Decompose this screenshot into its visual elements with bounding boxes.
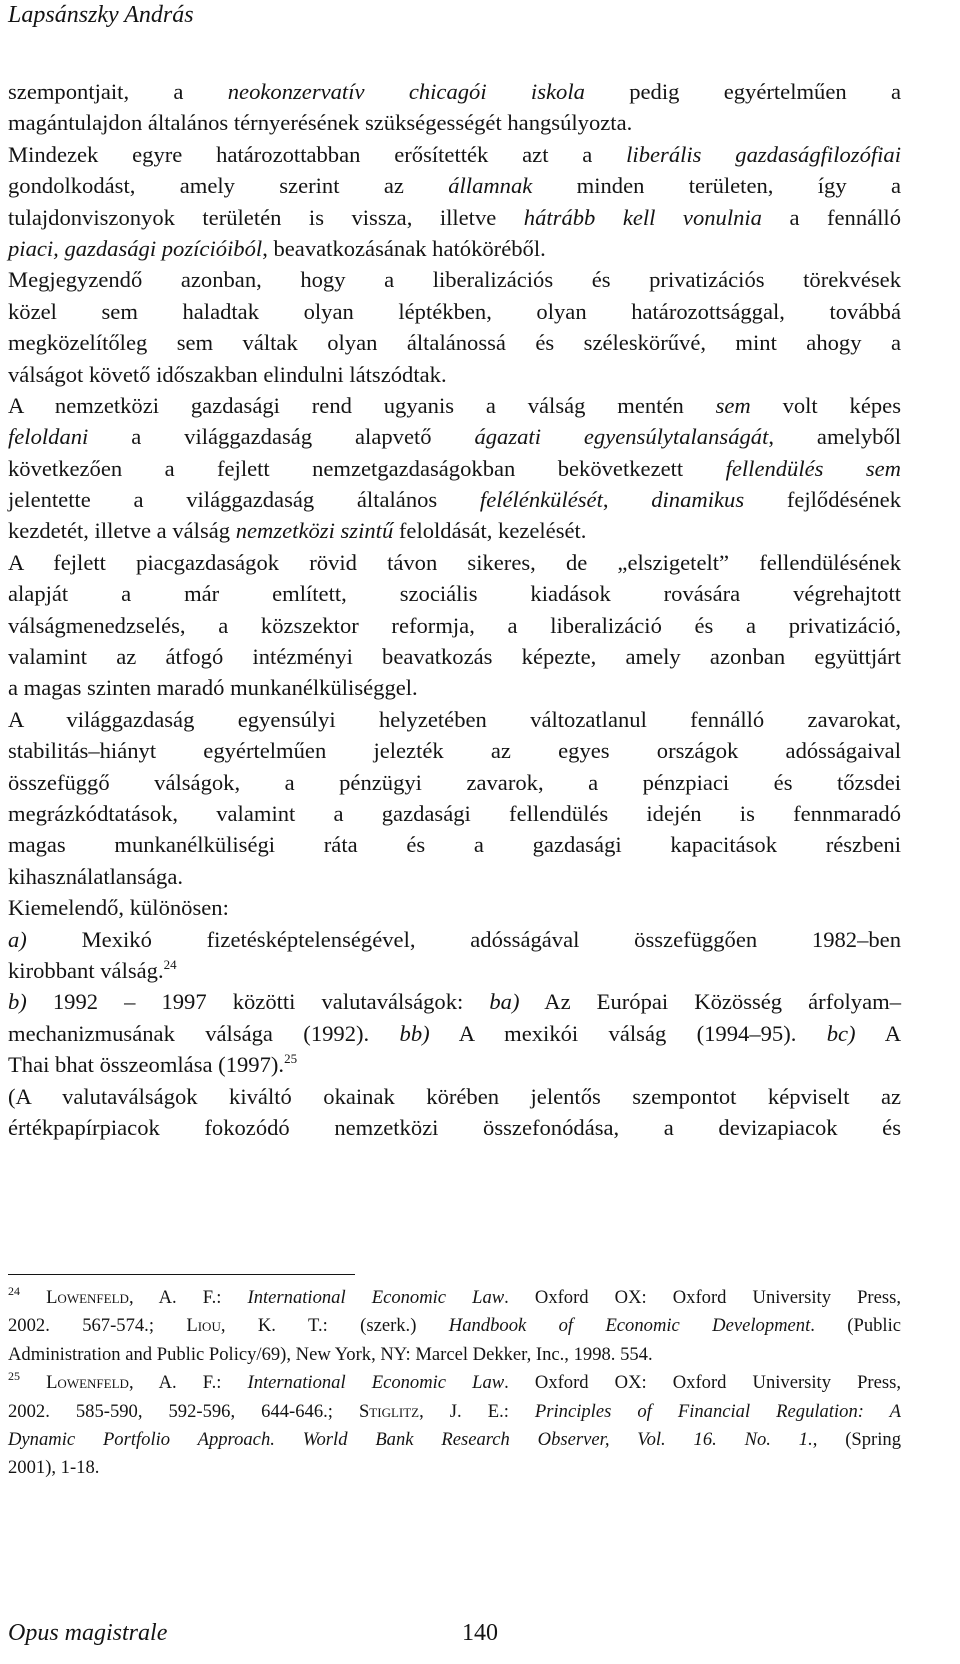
italic-text: b) xyxy=(8,989,27,1015)
body-line xyxy=(8,578,901,609)
text-run: Administration and Public Policy/69), New York, NY: Marcel Dekker, Inc., 1998. 554. xyxy=(8,1343,653,1365)
text-run: gondolkodást, amely szerint az xyxy=(8,173,449,199)
body-line xyxy=(8,202,901,233)
text-run: szempontjait, a xyxy=(8,79,228,104)
italic-text: liberális gazdaságfilozófiai xyxy=(626,141,901,167)
text-run: A nemzetközi gazdasági rend ugyanis a válság mentén xyxy=(8,392,716,418)
italic-text: ba) xyxy=(489,989,520,1015)
body-line xyxy=(8,547,901,578)
footnote-line xyxy=(8,1426,901,1454)
footnote-marker: 24 xyxy=(163,956,177,972)
footnote-marker: 24 xyxy=(8,1284,20,1298)
italic-text: International Economic Law xyxy=(247,1372,505,1394)
text-run: . (Public xyxy=(810,1315,901,1337)
text-run: jelentette a világgazdaság általános xyxy=(8,487,480,513)
italic-text: feloldani xyxy=(8,424,89,450)
text-run: közel sem haladtak olyan léptékben, olyan határozottsággal, továbbá xyxy=(8,298,901,324)
text-run: , K. T.: (szerk.) xyxy=(220,1315,449,1337)
text-run: (A valutaválságok kiváltó okainak körében jelentős szempontot képviselt az xyxy=(8,1083,901,1109)
body-line xyxy=(8,892,901,923)
text-run: Mindezek egyre határozottabban erősítették azt a xyxy=(8,141,627,167)
footnote-line xyxy=(8,1369,901,1397)
body-line xyxy=(8,515,901,546)
text-run: Stiglitz xyxy=(358,1400,420,1422)
footnote-line xyxy=(8,1284,901,1312)
text-run: Megjegyzendő azonban, hogy a liberalizációs és privatizációs törekvések xyxy=(8,267,901,293)
text-run: a világgazdaság alapvető xyxy=(88,424,475,450)
footnote-line xyxy=(8,1398,901,1426)
text-run: Mexikó fizetésképtelenségével, adósságával összefüggően 1982–ben xyxy=(26,926,901,952)
text-run: 2001), 1-18. xyxy=(8,1457,100,1479)
italic-text: dinamikus xyxy=(651,487,745,513)
text-run: , A. F.: xyxy=(128,1287,248,1308)
italic-text: nemzetközi szintű xyxy=(235,518,394,544)
text-run: magas munkanélküliségi ráta és a gazdasági kapacitások részbeni xyxy=(8,832,901,858)
text-run: válságot követő időszakban elindulni látszódtak. xyxy=(8,361,447,387)
text-run: . Oxford OX: Oxford University Press, xyxy=(504,1287,901,1308)
running-header-author: Lapsánszky András xyxy=(8,2,194,28)
body-line xyxy=(8,610,901,641)
text-run: , (Spring xyxy=(812,1428,901,1450)
body-line xyxy=(8,107,901,138)
body-line xyxy=(8,829,901,860)
text-run: stabilitás–hiányt egyértelműen jelezték az egyes országok adósságaival xyxy=(8,738,901,764)
footnote-line xyxy=(8,1312,901,1340)
text-run: válságmenedzselés, a közszektor reformja, a liberalizáció és a privatizáció, xyxy=(8,612,901,638)
text-run: 2002. 567-574.; xyxy=(8,1315,187,1337)
text-run xyxy=(20,1287,46,1308)
text-run: , beavatkozásának hatóköréből. xyxy=(262,235,546,261)
italic-text: Dynamic Portfolio Approach. World Bank Research Observer, Vol. 16. No. 1. xyxy=(8,1428,813,1450)
main-body-text xyxy=(8,76,901,1143)
text-run: értékpapírpiacok fokozódó nemzetközi összefonódása, a devizapiacok és xyxy=(8,1114,901,1140)
body-line xyxy=(8,955,901,986)
body-line xyxy=(8,421,901,452)
italic-text: sem xyxy=(715,392,751,418)
text-run: kezdetét, illetve a válság xyxy=(8,518,236,544)
text-run: volt képes xyxy=(750,392,901,418)
body-line xyxy=(8,735,901,766)
body-line xyxy=(8,296,901,327)
italic-text: bc) xyxy=(826,1020,856,1046)
body-line xyxy=(8,798,901,829)
body-line xyxy=(8,233,901,264)
text-run: , A. F.: xyxy=(128,1372,248,1394)
italic-text: Principles of Financial Regulation: A xyxy=(534,1400,901,1422)
text-run: A xyxy=(855,1020,902,1046)
footnote-marker: 25 xyxy=(284,1051,298,1067)
body-line xyxy=(8,264,901,295)
body-line xyxy=(8,453,901,484)
body-line xyxy=(8,76,901,107)
body-line xyxy=(8,327,901,358)
text-run: alapját a már említett, szociális kiadások rovására végrehajtott xyxy=(8,581,901,607)
text-run: Az Európai Közösség árfolyam– xyxy=(519,989,901,1015)
text-run: a magas szinten maradó munkanélküliséggel. xyxy=(8,675,418,701)
italic-text: neokonzervatív chicagói iskola xyxy=(227,79,585,104)
italic-text: felélénkülését xyxy=(479,487,603,513)
italic-text: államnak xyxy=(448,173,533,199)
body-line xyxy=(8,1112,901,1143)
body-line xyxy=(8,767,901,798)
text-run: fejlődésének xyxy=(744,487,901,513)
body-line xyxy=(8,390,901,421)
body-line xyxy=(8,1049,901,1080)
text-run: 1992 – 1997 közötti valutaválságok: xyxy=(26,989,490,1015)
text-run: magántulajdon általános térnyerésének szükségességét hangsúlyozta. xyxy=(8,110,633,136)
italic-text: ágazati egyensúlytalanságát xyxy=(474,424,769,450)
text-run: A mexikói válság (1994–95). xyxy=(429,1020,827,1046)
text-run: Lowenfeld xyxy=(46,1287,129,1308)
italic-text: piaci, gazdasági pozícióiból xyxy=(8,235,263,261)
text-run: kihasználatlansága. xyxy=(8,863,184,889)
text-run: a fennálló xyxy=(761,204,902,230)
footnotes xyxy=(8,1284,901,1483)
text-run: 2002. 585-590, 592-596, 644-646.; xyxy=(8,1400,359,1422)
text-run: tulajdonviszonyok területén is vissza, illetve xyxy=(8,204,524,230)
text-run: , J. E.: xyxy=(419,1400,535,1422)
body-line xyxy=(8,861,901,892)
italic-text: Handbook of Economic Development xyxy=(448,1315,811,1337)
text-run: A világgazdaság egyensúlyi helyzetében változatlanul fennálló zavarokat, xyxy=(8,706,901,732)
footnote-marker: 25 xyxy=(8,1369,20,1384)
text-run: kirobbant válság. xyxy=(8,957,164,983)
text-run: Liou xyxy=(186,1315,221,1337)
text-run: Lowenfeld xyxy=(46,1372,129,1394)
text-run: A fejlett piacgazdaságok rövid távon sikeres, de „elszigetelt” fellendülésének xyxy=(8,549,901,575)
footnote-line xyxy=(8,1454,901,1482)
footnote-line xyxy=(8,1341,901,1369)
text-run: következően a fejlett nemzetgazdaságokban bekövetkezett xyxy=(8,455,726,481)
text-run: Thai bhat összeomlása (1997). xyxy=(8,1052,285,1078)
italic-text: hátrább kell vonulnia xyxy=(523,204,762,230)
text-run xyxy=(20,1372,46,1393)
text-run: megközelítőleg sem váltak olyan általánossá és széleskörűvé, mint ahogy a xyxy=(8,330,901,356)
text-run: pedig egyértelműen a xyxy=(584,79,901,104)
text-run: , amelyből xyxy=(768,424,901,450)
body-line xyxy=(8,924,901,955)
text-run: összefüggő válságok, a pénzügyi zavarok, a pénzpiaci és tőzsdei xyxy=(8,769,901,795)
text-run: Kiemelendő, különösen: xyxy=(8,895,229,921)
body-line xyxy=(8,170,901,201)
text-run: mechanizmusának válsága (1992). xyxy=(8,1020,400,1046)
text-run: . Oxford OX: Oxford University Press, xyxy=(504,1372,901,1394)
text-run: megrázkódtatások, valamint a gazdasági fellendülés idején is fennmaradó xyxy=(8,800,901,826)
body-line xyxy=(8,704,901,735)
body-line xyxy=(8,1018,901,1049)
text-run: feloldását, kezelését. xyxy=(393,518,587,544)
body-line xyxy=(8,1081,901,1112)
body-line xyxy=(8,359,901,390)
page-number: 140 xyxy=(462,1620,498,1646)
body-line xyxy=(8,139,901,170)
italic-text: bb) xyxy=(399,1020,430,1046)
footnote-separator-rule xyxy=(8,1274,355,1275)
text-run: valamint az átfogó intézményi beavatkozás képezte, amely azonban együttjárt xyxy=(8,644,901,670)
italic-text: fellendülés sem xyxy=(725,455,901,481)
footer-series-title: Opus magistrale xyxy=(8,1620,168,1646)
text-run: , xyxy=(602,487,652,513)
body-line xyxy=(8,484,901,515)
body-line xyxy=(8,672,901,703)
body-line xyxy=(8,986,901,1017)
italic-text: International Economic Law xyxy=(247,1287,505,1308)
text-run: minden területen, így a xyxy=(532,173,901,199)
italic-text: a) xyxy=(8,926,27,952)
body-line xyxy=(8,641,901,672)
